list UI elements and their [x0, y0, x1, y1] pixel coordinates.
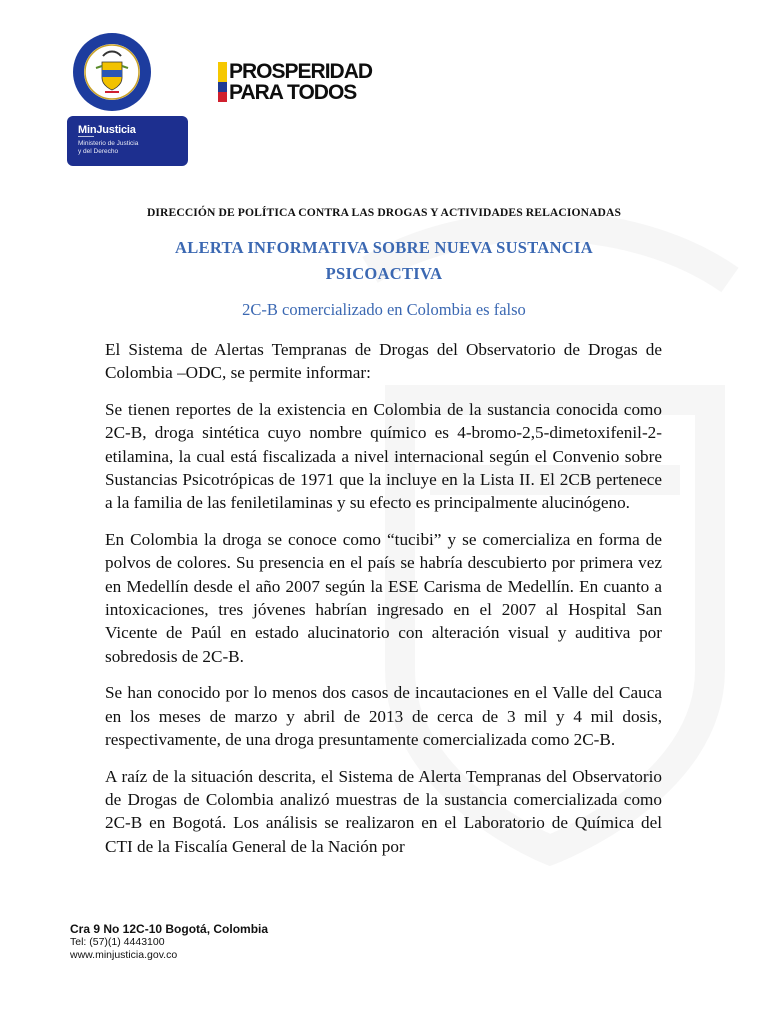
alert-title-line-2: PSICOACTIVA	[325, 264, 443, 283]
alert-subtitle: 2C-B comercializado en Colombia es falso	[242, 300, 526, 319]
footer-address: Cra 9 No 12C-10 Bogotá, Colombia	[70, 922, 269, 936]
ministry-divider	[78, 136, 94, 137]
document-body	[105, 338, 662, 871]
colombia-flag-icon	[218, 62, 227, 102]
footer-contact	[70, 922, 268, 962]
paragraph-analysis: A raíz de la situación descrita, el Sistema de Alerta Tempranas del Observatorio de Drogas de Colombia analizó muestras de la sustancia comercializada como 2C-B en Bogotá. Los análisis se realizaron en el Laboratorio de Química del CTI de la Fiscalía General de la Nación por	[105, 766, 662, 856]
ministry-logo	[67, 116, 188, 166]
footer-phone: Tel: (57)(1) 4443100	[70, 936, 165, 948]
ministry-sub-line-2: y del Derecho	[78, 148, 119, 155]
ministry-subtitle	[78, 140, 138, 156]
slogan-line-1: PROSPERIDAD	[229, 60, 373, 83]
alert-title	[0, 235, 768, 287]
slogan-line-2: PARA TODOS	[229, 81, 357, 104]
footer-website[interactable]: www.minjusticia.gov.co	[70, 949, 178, 961]
ministry-sub-line-1: Ministerio de Justicia	[78, 140, 139, 147]
paragraph-intro: El Sistema de Alertas Tempranas de Drogas del Observatorio de Drogas de Colombia –ODC, se permite informar:	[105, 340, 662, 383]
republic-seal	[72, 32, 152, 112]
coat-of-arms-icon	[72, 32, 152, 112]
alert-title-line-1: ALERTA INFORMATIVA SOBRE NUEVA SUSTANCIA	[175, 238, 593, 257]
paragraph-substance: Se tienen reportes de la existencia en Colombia de la sustancia conocida como 2C-B, droga sintética cuyo nombre químico es 4-bromo-2,5-dimetoxifenil-2-etilamina, la cual está fiscalizada a nivel internacional según el Convenio sobre Sustancias Psicotrópicas de 1971 que la incluye en la Lista II. El 2CB pertenece a la familia de las feniletilaminas y su efecto es principalmente alucinógeno.	[105, 399, 662, 513]
directorate-heading: DIRECCIÓN DE POLÍTICA CONTRA LAS DROGAS Y ACTIVIDADES RELACIONADAS	[146, 206, 622, 219]
ministry-name: MinJusticia	[78, 124, 136, 136]
paragraph-colombia: En Colombia la droga se conoce como “tucibi” y se comercializa en forma de polvos de colores. Su presencia en el país se habría descubierto por primera vez en Medellín desde el año 2007 según la ESE Carisma de Medellín. En cuanto a intoxicaciones, tres jóvenes habrían ingresado en el 2007 al Hospital San Vicente de Paúl en estado alucinatorio con alteración visual y auditiva por sobredosis de 2C-B.	[105, 529, 662, 666]
paragraph-seizures: Se han conocido por lo menos dos casos de incautaciones en el Valle del Cauca en los meses de marzo y abril de 2013 de cerca de 3 mil y 4 mil dosis, respectivamente, de una droga presuntamente comercializada como 2C-B.	[105, 683, 662, 750]
